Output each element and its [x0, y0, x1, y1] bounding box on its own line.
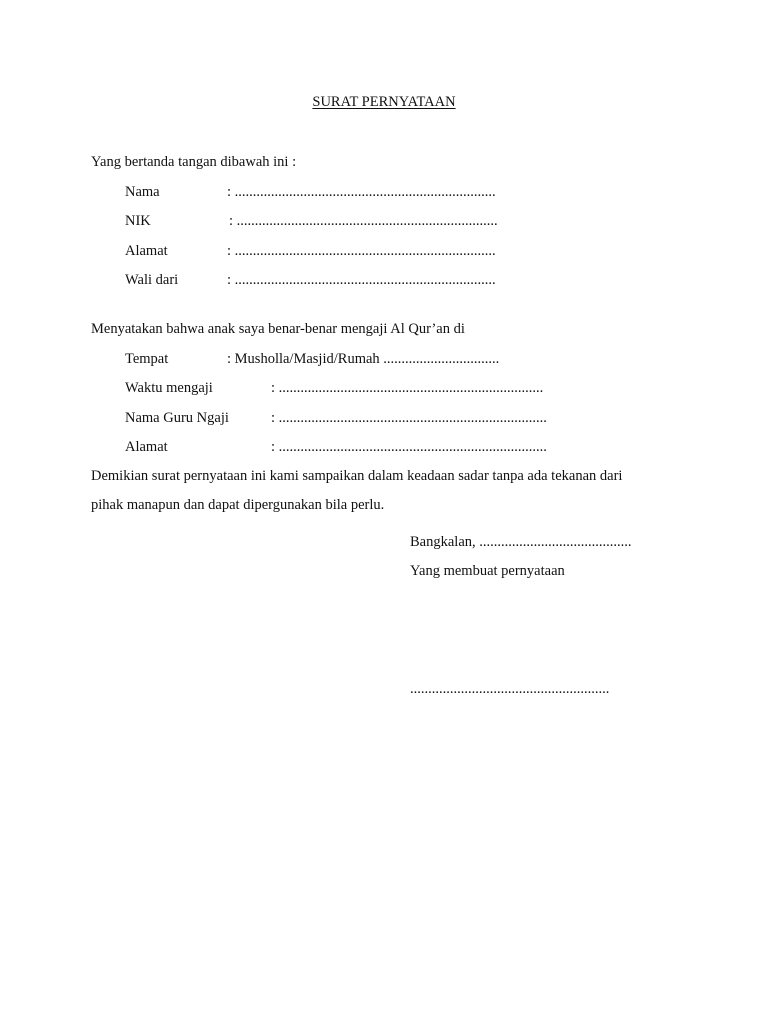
field-label-waktu-mengaji: Waktu mengaji	[125, 380, 213, 396]
intro-text: Yang bertanda tangan dibawah ini :	[91, 154, 297, 170]
field-label-tempat: Tempat	[125, 351, 169, 367]
field-value-alamat-guru: : ..........................................................................	[271, 439, 547, 455]
field-label-nama: Nama	[125, 184, 160, 200]
field-value-tempat: : Musholla/Masjid/Rumah ................................	[227, 351, 500, 367]
field-value-waktu-mengaji: : .........................................................................	[271, 380, 544, 396]
statement-text: Menyatakan bahwa anak saya benar-benar mengaji Al Qur’an di	[91, 321, 465, 337]
field-label-alamat: Alamat	[125, 243, 168, 259]
signer-label: Yang membuat pernyataan	[410, 563, 565, 579]
field-value-alamat: : ........................................................................	[227, 243, 496, 259]
field-value-nama: : ........................................................................	[227, 184, 496, 200]
field-value-nik: : ........................................................................	[229, 213, 498, 229]
field-label-alamat-guru: Alamat	[125, 439, 168, 455]
document-title: SURAT PERNYATAAN	[312, 94, 456, 110]
place-date: Bangkalan, ..........................................	[410, 534, 632, 550]
closing-paragraph-line-2: pihak manapun dan dapat dipergunakan bila perlu.	[91, 497, 385, 513]
field-label-nama-guru-ngaji: Nama Guru Ngaji	[125, 410, 229, 426]
field-label-wali-dari: Wali dari	[125, 272, 179, 288]
field-value-wali-dari: : ........................................................................	[227, 272, 496, 288]
closing-paragraph-line-1: Demikian surat pernyataan ini kami sampaikan dalam keadaan sadar tanpa ada tekanan dari	[91, 468, 623, 484]
signature-line: .......................................................	[410, 681, 610, 697]
field-label-nik: NIK	[125, 213, 151, 229]
field-value-nama-guru-ngaji: : ..........................................................................	[271, 410, 547, 426]
